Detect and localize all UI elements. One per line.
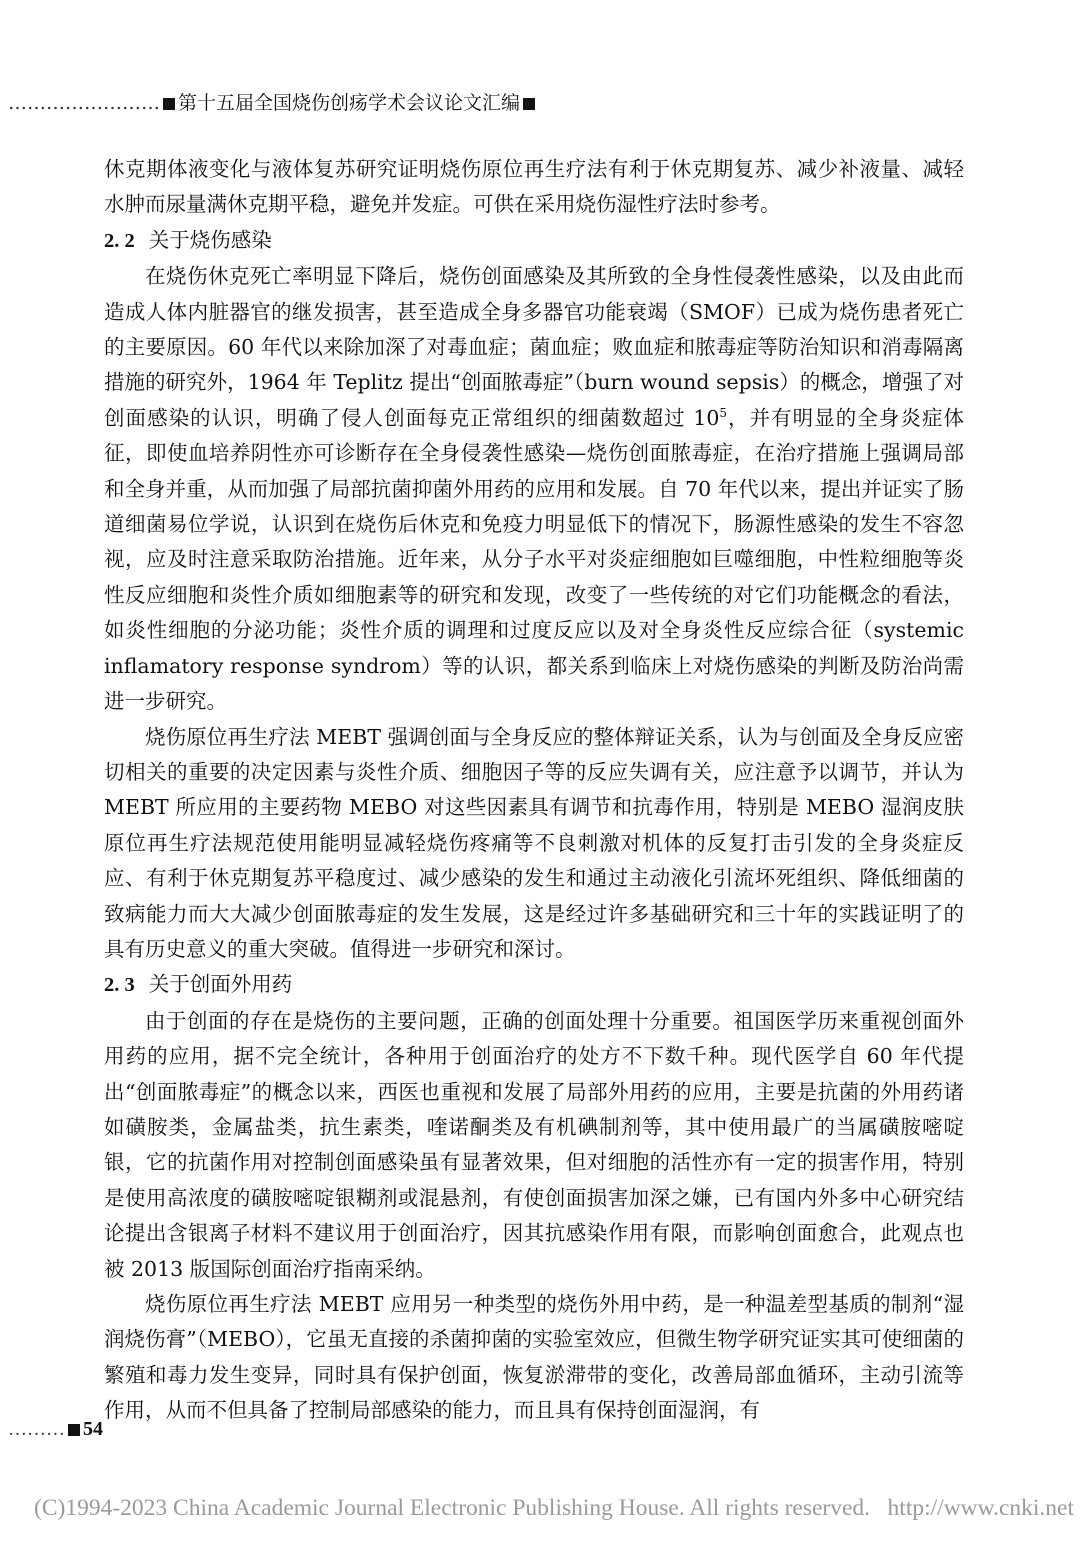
running-header [8, 88, 538, 115]
page-footer [8, 1418, 103, 1441]
footer-dots: ……… [8, 1419, 65, 1440]
superscript-exponent: 5 [719, 406, 727, 421]
copyright-watermark [34, 1495, 1074, 1522]
section-number: 2. 2 [104, 229, 135, 252]
paragraph-mebt-infection: 烧伤原位再生疗法 MEBT 强调创面与全身反应的整体辩证关系，认为与创面及全身反应密切相关的重要的决定因素与炎性介质、细胞因子等的反应失调有关，应注意予以调节，并认为 MEBT 所应用的主要药物 MEBO 对这些因素具有调节和抗毒作用，特别是 MEBO 湿润皮肤原位再生疗法规范使用能明显减轻烧伤疼痛等不良刺激对机体的反复打击引发的全身炎症反应、有利于休克期复苏平稳度过、减少感染的发生和通过主动液化引流坏死组织、降低细菌的致病能力而大大减少创面脓毒症的发生发展，这是经过许多基础研究和三十年的实践证明了的具有历史意义的重大突破。值得进一步研究和深讨。 [104, 724, 964, 961]
paragraph-text: ，并有明显的全身炎症体征，即使血培养阴性亦可诊断存在全身侵袭性感染—烧伤创面脓毒症，在治疗措施上强调局部和全身并重，从而加强了局部抗菌抑菌外用药的应用和发展。自 70 年代以来，提出并证实了肠道细菌易位学说，认识到在烧伤后休克和免疫力明显低下的情况下，肠源性感染的发生不容忽视，应及时注意采取防治措施。近年来，从分子水平对炎症细胞如巨噬细胞，中性粒细胞等炎性反应细胞和炎性介质如细胞素等的研究和发现，改变了一些传统的对它们功能概念的看法，如炎性细胞的分泌功能；炎性介质的调理和过度反应以及对全身炎性反应综合征（systemic inflamatory response syndrom）等的认识，都关系到临床上对烧伤感染的判断及防治尚需进一步研究。 [104, 405, 964, 714]
section-heading-2-2 [104, 223, 964, 259]
paragraph-burn-infection [104, 259, 964, 719]
section-number: 2. 3 [104, 974, 135, 997]
paragraph-shock-summary: 休克期体液变化与液体复苏研究证明烧伤原位再生疗法有利于休克期复苏、减少补液量、减轻水肿而尿量满休克期平稳，避免并发症。可供在采用烧伤湿性疗法时参考。 [104, 157, 964, 217]
article-body [104, 152, 964, 1429]
section-heading-2-3 [104, 967, 964, 1003]
square-bullet-icon [163, 98, 175, 110]
square-bullet-icon [68, 1424, 80, 1436]
section-title: 关于创面外用药 [148, 972, 293, 997]
page-number: 54 [83, 1418, 103, 1440]
header-title: 第十五届全国烧伤创疡学术会议论文汇编 [178, 92, 521, 114]
header-dots: …………………… [8, 92, 160, 114]
paragraph-topical-drugs: 由于创面的存在是烧伤的主要问题，正确的创面处理十分重要。祖国医学历来重视创面外用药的应用，据不完全统计，各种用于创面治疗的处方不下数千种。现代医学自 60 年代提出“创面脓毒症”的概念以来，西医也重视和发展了局部外用药的应用，主要是抗菌的外用药诸如磺胺类，金属盐类，抗生素类，喹诺酮类及有机碘制剂等，其中使用最广的当属磺胺嘧啶银，它的抗菌作用对控制创面感染虽有显著效果，但对细胞的活性亦有一定的损害作用，特别是使用高浓度的磺胺嘧啶银糊剂或混悬剂，有使创面损害加深之嫌，已有国内外多中心研究结论提出含银离子材料不建议用于创面治疗，因其抗感染作用有限，而影响创面愈合，此观点也被 2013 版国际创面治疗指南采纳。 [104, 1008, 964, 1281]
copyright-url: http://www.cnki.net [887, 1495, 1074, 1521]
square-bullet-icon [523, 98, 535, 110]
section-title: 关于烧伤感染 [148, 227, 272, 252]
paragraph-mebo: 烧伤原位再生疗法 MEBT 应用另一种类型的烧伤外用中药，是一种温差型基质的制剂“湿润烧伤膏”（MEBO），它虽无直接的杀菌抑菌的实验室效应，但微生物学研究证实其可使细菌的繁殖和毒力发生变异，同时具有保护创面，恢复淤滞带的变化，改善局部血循环，主动引流等作用，从而不但具备了控制局部感染的能力，而且具有保持创面湿润，有 [104, 1292, 964, 1423]
copyright-text: (C)1994-2023 China Academic Journal Electronic Publishing House. All rights reserved. [34, 1495, 871, 1521]
paragraph-text: 在烧伤休克死亡率明显下降后，烧伤创面感染及其所致的全身性侵袭性感染，以及由此而造成人体内脏器官的继发损害，甚至造成全身多器官功能衰竭（SMOF）已成为烧伤患者死亡的主要原因。60 年代以来除加深了对毒血症；菌血症；败血症和脓毒症等防治知识和消毒隔离措施的研究外，1964 年 Teplitz 提出“创面脓毒症”（burn wound sepsis）的概念，增强了对创面感染的认识，明确了侵人创面每克正常组织的细菌数超过 10 [104, 264, 964, 430]
